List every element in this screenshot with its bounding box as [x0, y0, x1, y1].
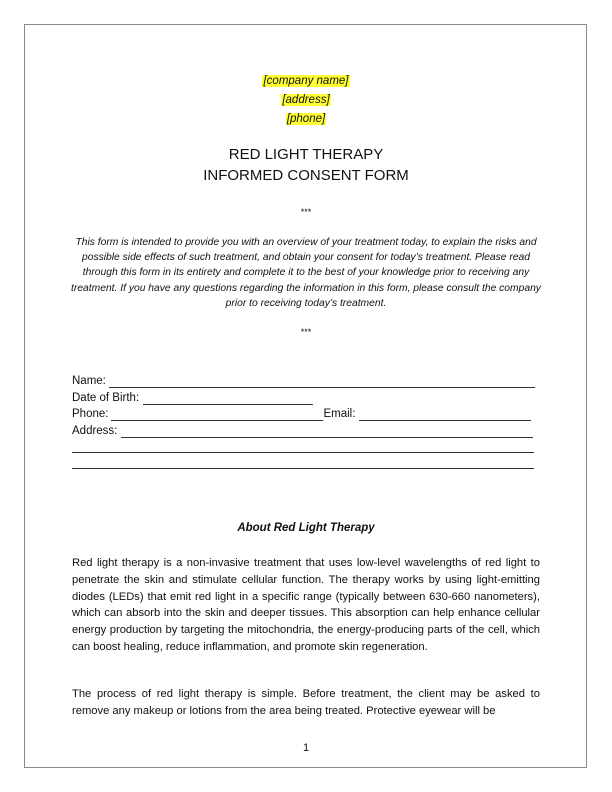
separator-bottom: ***	[300, 327, 312, 337]
page-number: 1	[302, 742, 310, 754]
company-header	[0, 71, 612, 128]
address-placeholder: [address]	[282, 94, 330, 106]
name-input-line[interactable]	[109, 376, 535, 388]
name-field[interactable]	[72, 374, 535, 388]
email-input-line[interactable]	[359, 409, 531, 421]
company-name-placeholder: [company name]	[263, 75, 349, 87]
address-label: Address:	[72, 425, 118, 437]
phone-input-line[interactable]	[111, 409, 323, 421]
phone-placeholder: [phone]	[286, 113, 326, 125]
phone-email-field[interactable]	[72, 407, 531, 421]
address-line-2[interactable]	[72, 452, 534, 453]
about-paragraph-2: The process of red light therapy is simple. Before treatment, the client may be asked to remove any makeup or lotions from the area being treated. Protective eyewear will be	[72, 688, 540, 717]
address-input-line[interactable]	[121, 426, 533, 438]
dob-label: Date of Birth:	[72, 392, 140, 404]
separator-top: ***	[300, 207, 312, 217]
address-field[interactable]	[72, 424, 533, 438]
phone-label: Phone:	[72, 408, 109, 420]
about-paragraph-1: Red light therapy is a non-invasive treatment that uses low-level wavelengths of red light to penetrate the skin and stimulate cellular function. The therapy works by using light-emitting diodes (LEDs) that emit red light in a specific range (typically between 630-660 nanometers), which can absorb into the skin and deeper tissues. This absorption can help enhance cellular energy production by targeting the mitochondria, the energy-producing parts of the cell, which can boost healing, reduce inflammation, and promote skin regeneration.	[72, 557, 540, 653]
intro-text: This form is intended to provide you with an overview of your treatment today, to explain the risks and possible side effects of such treatment, and obtain your consent for today’s treatment. Please read through this form in its entirety and complete it to the best of your knowledge prior to receiving any treatment. If you have any questions regarding the information in this form, please consult the company prior to receiving today’s treatment.	[71, 237, 541, 309]
email-label: Email:	[323, 408, 356, 420]
about-heading: About Red Light Therapy	[237, 522, 375, 534]
address-line-3[interactable]	[72, 468, 534, 469]
document-title	[0, 144, 612, 186]
dob-input-line[interactable]	[143, 393, 313, 405]
title-line-1: RED LIGHT THERAPY	[228, 146, 384, 163]
dob-field[interactable]	[72, 391, 313, 405]
title-line-2: INFORMED CONSENT FORM	[203, 167, 409, 184]
name-label: Name:	[72, 375, 106, 387]
